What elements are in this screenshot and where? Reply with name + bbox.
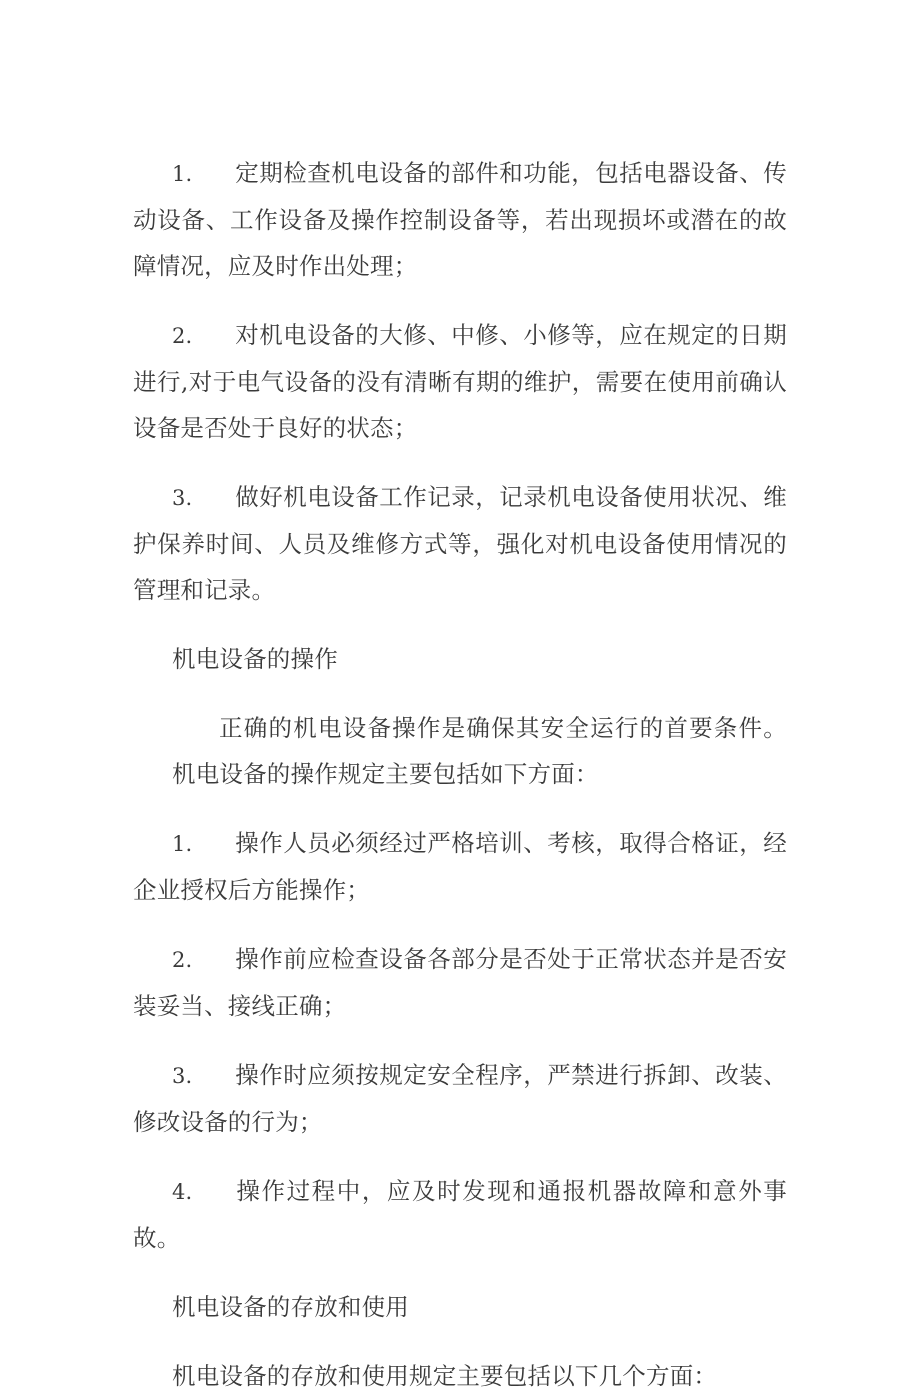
- list-item-number: 1.: [172, 162, 193, 186]
- list-item-number: 3.: [172, 1064, 193, 1088]
- list-item: [133, 820, 787, 913]
- section-heading: 机电设备的操作: [172, 645, 338, 673]
- list-item-text: 操作人员必须经过严格培训、考核，取得合格证，经企业授权后方能操作；: [133, 829, 787, 904]
- list-item: [133, 1168, 787, 1261]
- list-item-number: 1.: [172, 832, 193, 856]
- list-item-text: 操作时应须按规定安全程序，严禁进行拆卸、改装、修改设备的行为；: [133, 1061, 787, 1136]
- paragraph-spacer: [133, 1330, 787, 1353]
- paragraph-spacer: [133, 613, 787, 636]
- list-item: [133, 150, 787, 289]
- paragraph-spacer: [133, 1029, 787, 1052]
- paragraph-spacer: [133, 682, 787, 705]
- list-item: [133, 312, 787, 451]
- body-paragraph: 正确的机电设备操作是确保其安全运行的首要条件。机电设备的操作规定主要包括如下方面：: [172, 714, 787, 788]
- section-heading: 机电设备的存放和使用: [172, 1293, 409, 1321]
- list-item: [133, 1052, 787, 1145]
- list-item-text: 操作前应检查设备各部分是否处于正常状态并是否安装妥当、接线正确；: [133, 945, 787, 1020]
- list-item-number: 2.: [172, 324, 193, 348]
- list-item: [133, 936, 787, 1029]
- list-item-number: 3.: [172, 486, 193, 510]
- paragraph-spacer: [133, 797, 787, 820]
- document-body: [133, 150, 787, 1399]
- list-item-text: 定期检查机电设备的部件和功能，包括电器设备、传动设备、工作设备及操作控制设备等，若出现损坏或潜在的故障情况，应及时作出处理；: [133, 159, 787, 280]
- list-item: [133, 474, 787, 613]
- paragraph-spacer: [133, 451, 787, 474]
- list-item-number: 2.: [172, 948, 193, 972]
- paragraph-spacer: [133, 913, 787, 936]
- paragraph-spacer: [133, 1145, 787, 1168]
- list-item-text: 做好机电设备工作记录，记录机电设备使用状况、维护保养时间、人员及维修方式等，强化对机电设备使用情况的管理和记录。: [133, 483, 787, 604]
- list-item-text: 操作过程中，应及时发现和通报机器故障和意外事故。: [133, 1177, 787, 1252]
- paragraph-spacer: [133, 1261, 787, 1284]
- list-item-text: 对机电设备的大修、中修、小修等，应在规定的日期进行,对于电气设备的没有清晰有期的维护，需要在使用前确认设备是否处于良好的状态；: [133, 321, 787, 442]
- body-paragraph: 机电设备的存放和使用规定主要包括以下几个方面：: [172, 1362, 718, 1390]
- paragraph-spacer: [133, 289, 787, 312]
- list-item-number: 4.: [172, 1180, 193, 1204]
